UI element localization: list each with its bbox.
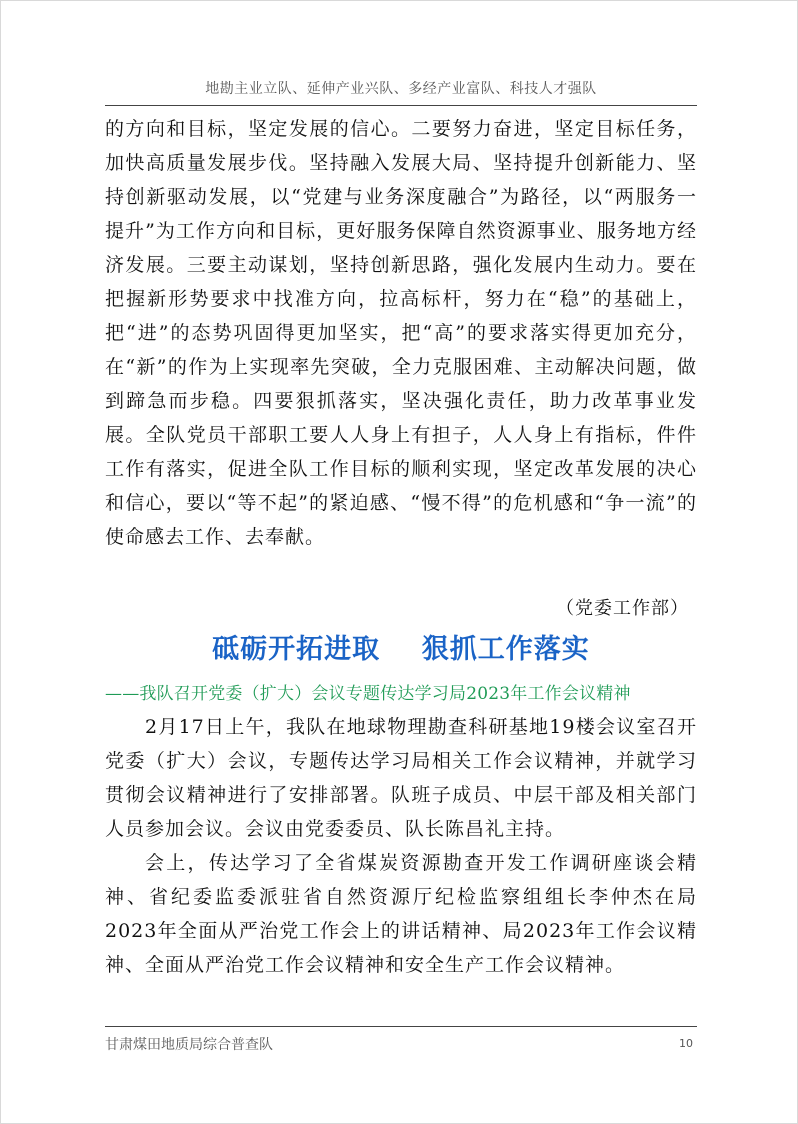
- article-body: [105, 710, 697, 982]
- header-divider: [105, 105, 697, 106]
- department-signature: （党委工作部）: [556, 598, 689, 619]
- page-number: 10: [679, 1037, 693, 1050]
- article-title: 砥砺开拓进取 狠抓工作落实: [212, 634, 590, 665]
- footer-organization: 甘肃煤田地质局综合普查队: [105, 1037, 273, 1053]
- article-paragraph: 2月17日上午，我队在地球物理勘查科研基地19楼会议室召开党委（扩大）会议，专题传达学习局相关工作会议精神，并就学习贯彻会议精神进行了安排部署。队班子成员、中层干部及相关部门人员参加会议。会议由党委委员、队长陈昌礼主持。: [105, 716, 697, 840]
- continued-paragraph: 的方向和目标，坚定发展的信心。二要努力奋进，坚定目标任务，加快高质量发展步伐。坚持融入发展大局、坚持提升创新能力、坚持创新驱动发展，以“党建与业务深度融合”为路径，以“两服务一提升”为工作方向和目标，更好服务保障自然资源事业、服务地方经济发展。三要主动谋划，坚持创新思路，强化发展内生动力。要在把握新形势要求中找准方向，拉高标杆，努力在“稳”的基础上，把“进”的态势巩固得更加坚实，把“高”的要求落实得更加充分，在“新”的作为上实现率先突破，全力克服困难、主动解决问题，做到蹄急而步稳。四要狠抓落实，坚决强化责任，助力改革事业发展。全队党员干部职工要人人身上有担子，人人身上有指标，件件工作有落实，促进全队工作目标的顺利实现，坚定改革发展的决心和信心，要以“等不起”的紧迫感、“慢不得”的危机感和“争一流”的使命感去工作、去奉献。: [105, 118, 697, 548]
- continued-article-text: [105, 112, 697, 554]
- running-header: 地勘主业立队、延伸产业兴队、多经产业富队、科技人才强队: [205, 81, 597, 97]
- article-paragraph: 会上，传达学习了全省煤炭资源勘查开发工作调研座谈会精神、省纪委监委派驻省自然资源厅纪检监察组组长李仲杰在局2023年全面从严治党工作会上的讲话精神、局2023年工作会议精神、全面从严治党工作会议精神和安全生产工作会议精神。: [105, 852, 697, 976]
- footer-divider: [105, 1026, 697, 1027]
- article-subtitle: ——我队召开党委（扩大）会议专题传达学习局2023年工作会议精神: [105, 684, 631, 704]
